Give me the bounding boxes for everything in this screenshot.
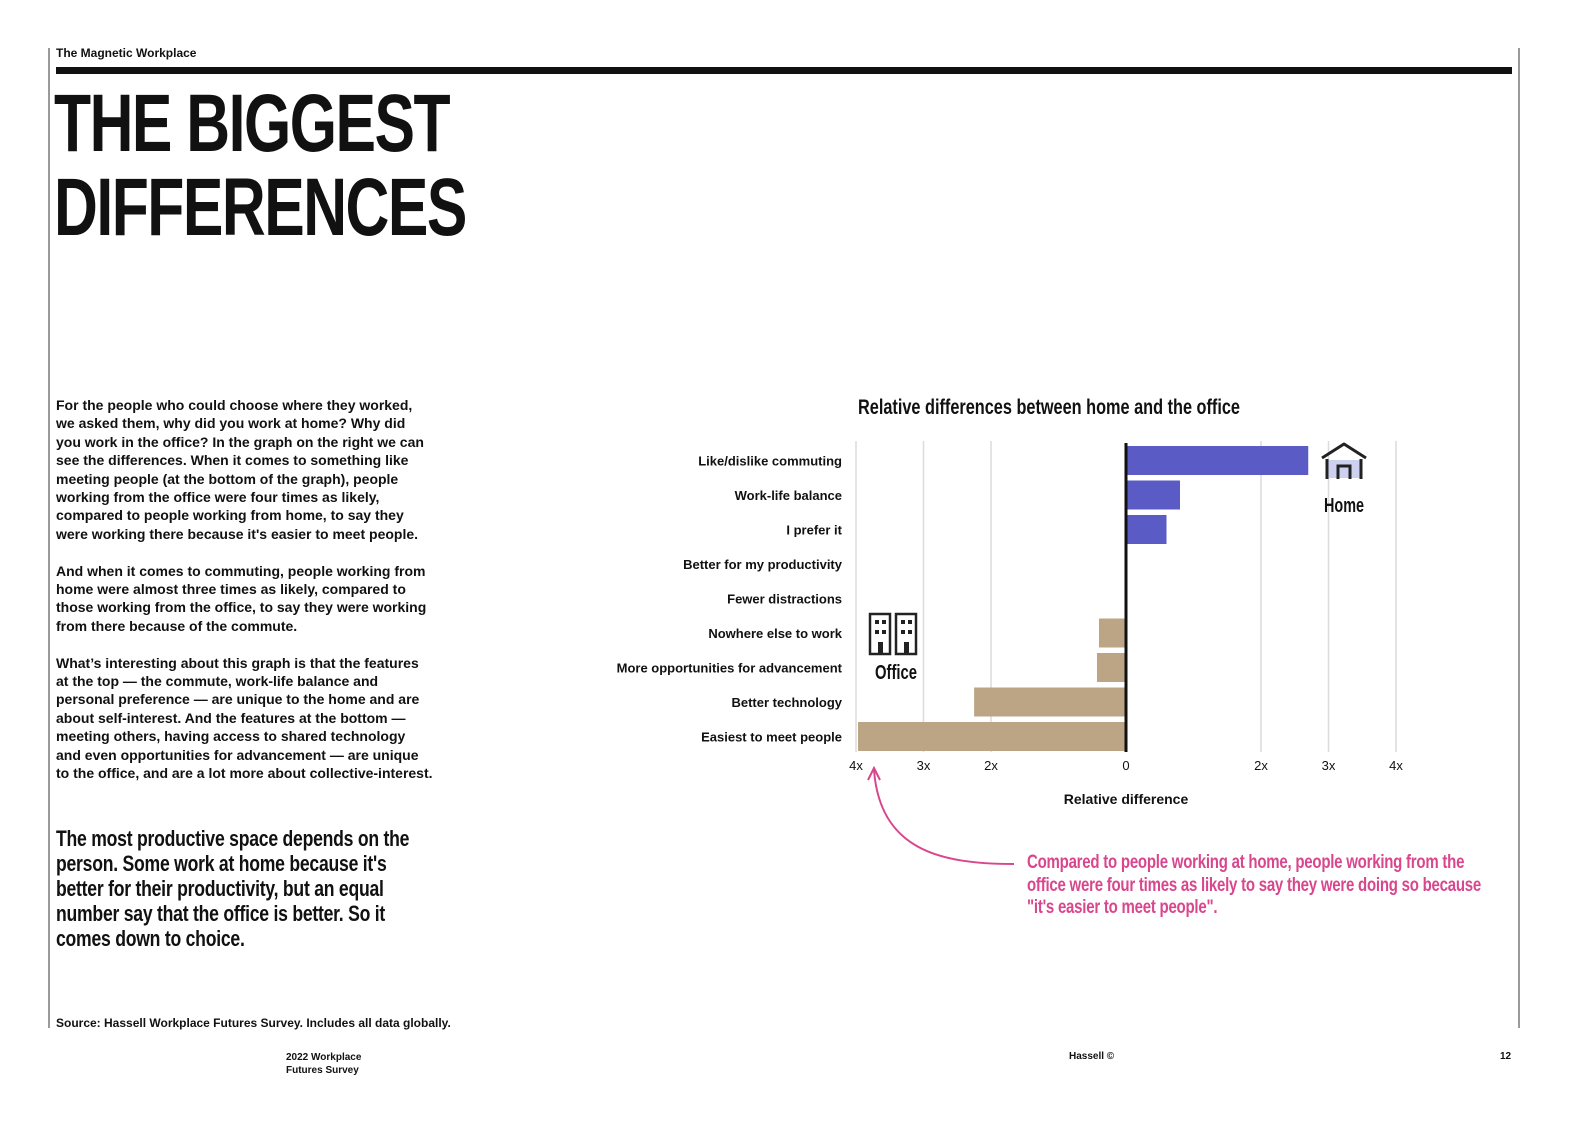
category-label: Like/dislike commuting [698, 453, 842, 469]
page-number: 12 [1500, 1051, 1512, 1062]
category-labels [617, 454, 843, 745]
x-axis-label: Relative difference [1063, 791, 1189, 807]
body-paragraph-2: And when it comes to commuting, people working from home were almost three times as likely, compared to those working from the office, to say they were working from there because of the commute. [56, 562, 427, 634]
page-title-line-2: DIFFERENCES [54, 162, 466, 253]
annotation-arrow [874, 770, 1014, 864]
legend-home-label: Home [1324, 495, 1364, 517]
x-tick-label: 3x [1321, 758, 1336, 773]
bar-office [1097, 653, 1126, 682]
x-tick-labels [849, 758, 1403, 773]
footer-publication-line-2: Futures Survey [286, 1065, 359, 1076]
x-tick-label: 4x [1389, 758, 1403, 773]
legend-office-label: Office [875, 662, 917, 684]
x-tick-label: 0 [1122, 758, 1130, 773]
office-building-icon [870, 614, 916, 654]
bar-office [1099, 619, 1126, 648]
house-icon-fill [1327, 460, 1361, 478]
footer-publication-line-1: 2022 Workplace [286, 1052, 362, 1063]
category-label: Easiest to meet people [701, 729, 842, 745]
x-tick-label: 4x [849, 758, 863, 773]
bar-office [858, 722, 1126, 751]
x-tick-label: 2x [1254, 758, 1268, 773]
footer-copyright: Hassell © [1069, 1051, 1115, 1062]
category-label: Better technology [731, 695, 842, 710]
bar-home [1126, 515, 1167, 544]
category-label: Better for my productivity [683, 557, 842, 572]
x-tick-label: 3x [916, 758, 931, 773]
legend-office [870, 614, 917, 684]
category-label: Fewer distractions [727, 591, 842, 607]
category-label: Nowhere else to work [708, 626, 842, 641]
bar-office [974, 688, 1126, 717]
chart-title: Relative differences between home and the office [858, 396, 1240, 419]
body-paragraph-3: What’s interesting about this graph is that the features at the top — the commute, work-life balance and personal preference — are unique to the home and are about self-interest. And the features at the bottom — meeting others, having access to shared technology and even opportunities for advancement — are unique to the office, and are a lot more about collective-interest. [56, 654, 433, 782]
chart-bars [858, 446, 1308, 751]
running-title: The Magnetic Workplace [56, 46, 197, 60]
category-label: Work-life balance [734, 488, 842, 503]
category-label: More opportunities for advancement [616, 660, 842, 676]
x-tick-label: 2x [984, 758, 998, 773]
pull-quote: The most productive space depends on the person. Some work at home because it's better for their productivity, but an equal number say that the office is better. So it comes down to choice. [56, 826, 410, 951]
bar-home [1126, 481, 1180, 510]
bar-home [1126, 446, 1308, 475]
annotation-text: Compared to people working at home, people working from the office were four times as likely to say they were doing so because "it's easier to meet people". [1027, 852, 1482, 918]
source-note: Source: Hassell Workplace Futures Survey. Includes all data globally. [56, 1016, 451, 1030]
category-label: I prefer it [786, 522, 842, 538]
page-title-line-1: THE BIGGEST [54, 78, 450, 169]
body-paragraph-1: For the people who could choose where they worked, we asked them, why did you work at home? Why did you work in the office? In the graph on the right we can see the differences. When it comes to something like meeting people (at the bottom of the graph), people working from the office were four times as likely, compared to people working from home, to say they were working there because it's easier to meet people. [56, 397, 424, 542]
